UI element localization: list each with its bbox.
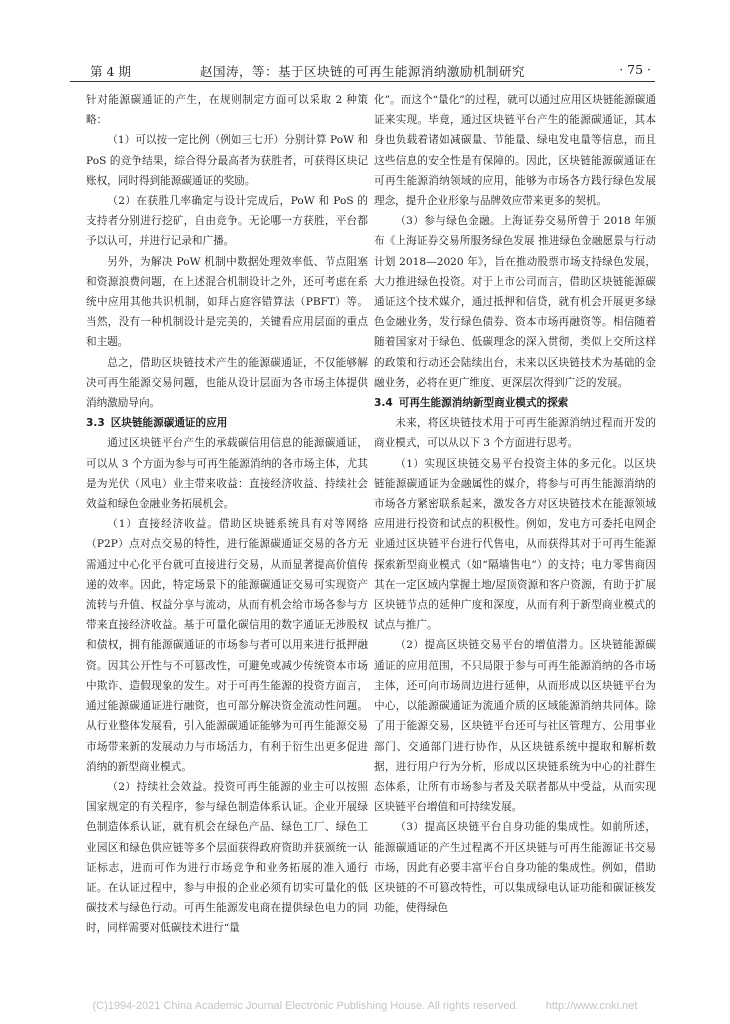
page-number: · 75 · — [619, 62, 651, 77]
section-title: 可再生能源消纳新型商业模式的探索 — [398, 397, 569, 410]
body-paragraph: 未来，将区块链技术用于可再生能源消纳过程而开发的商业模式，可以从以下 3 个方面进行思考。 — [374, 417, 656, 450]
left-column — [86, 90, 368, 939]
section-number: 3.3 — [86, 417, 105, 430]
section-title: 区块链能源碳通证的应用 — [110, 417, 228, 430]
body-paragraph: （1）直接经济收益。借助区块链系统具有对等网络（P2P）点对点交易的特性，进行能源碳通证交易的各方无需通过中心化平台就可直接进行交易，从而显著提高价值传递的效率。因此，特定场景下的能源碳通证交易可实现资产流转与升值、权益分享与流动，从而有机会给市场各参与方带来直接经济收益。基于可量化碳信用的数字通证无涉股权和债权，拥有能源碳通证的市场参与者可以用来进行抵押融资。因其公开性与不可篡改性，可避免或减少传统资本市场中欺诈、造假现象的发生。对于可再生能源的投资方面言，通过能源碳通证进行融资，也可部分解决资金流动性问题。从行业整体发展看，引入能源碳通证能够为可再生能源交易市场带来新的发展动力与市场活力，有利于衍生出更多促进消纳的新型商业模式。 — [86, 518, 368, 773]
section-heading — [86, 413, 368, 433]
body-paragraph: 总之，借助区块链技术产生的能源碳通证，不仅能够解决可再生能源交易问题，也能从设计层面为各市场主体提供消纳激励导向。 — [86, 356, 368, 410]
body-paragraph: （2）在获胜几率确定与设计完成后，PoW 和 PoS 的支持者分别进行挖矿，自由竞争。无论哪一方获胜，平台都予以认可，并进行记录和广播。 — [86, 195, 368, 248]
body-paragraph: （2）提高区块链交易平台的增值潜力。区块链能源碳通证的应用范围，不只局限于参与可再生能源消纳的各市场主体，还可向市场周边进行延伸，从而形成以区块链平台为中心，以能源碳通证为流通介质的区域能源消纳共同体。除了用于能源交易，区块链平台还可与社区管理方、公用事业部门、交通部门进行协作，从区块链系统中提取和解析数据，进行用户行为分析，形成以区块链系统为中心的社群生态体系，让所有市场参与者及关联者都从中受益，从而实现区块链平台增值和可持续发展。 — [374, 639, 656, 814]
body-paragraph: 另外，为解决 PoW 机制中数据处理效率低、节点阻塞和资源浪费问题，在上述混合机制设计之外，还可考虑在系统中应用其他共识机制，如拜占庭容错算法（PBFT）等。当然，没有一种机制设计是完美的，关键看应用层面的重点和主题。 — [86, 255, 368, 349]
body-paragraph: （3）参与绿色金融。上海证券交易所曾于 2018 年颁布《上海证券交易所服务绿色发展 推进绿色金融愿景与行动计划 2018—2020 年》，旨在推动股票市场支持绿色发展，大力推进绿色投资。对于上市公司而言，借助区块链能源碳通证这个技术媒介，通过抵押和信贷，就有机会开展更多绿色金融业务，发行绿色债券、资本市场再融资等。相信随着随着国家对于绿色、低碳理念的深入贯彻，类似上交所这样的政策和行动还会陆续出台，未来以区块链技术为基础的金融业务，必将在更广维度、更深层次得到广泛的发展。 — [374, 215, 656, 389]
section-heading — [374, 393, 656, 413]
body-paragraph: （1）可以按一定比例（例如三七开）分别计算 PoW 和 PoS 的竞争结果，综合得分最高者为获胜者，可获得区块记账权，同时得到能源碳通证的奖励。 — [86, 134, 368, 187]
running-title: 赵国涛，等：基于区块链的可再生能源消纳激励机制研究 — [199, 64, 525, 79]
issue-number: 第 4 期 — [90, 64, 131, 79]
body-paragraph: （3）提高区块链平台自身功能的集成性。如前所述，能源碳通证的产生过程离不开区块链与可再生能源证书交易市场，因此有必要丰富平台自身功能的集成性。例如，借助区块链的不可篡改特性，可以集成绿电认证功能和碳证核发功能，使得绿色 — [374, 821, 656, 915]
running-header — [70, 58, 655, 82]
right-column — [374, 90, 656, 918]
header-rule — [70, 81, 655, 82]
cnki-url: http://www.cnki.net — [545, 1000, 638, 1012]
copyright-notice: (C)1994-2021 China Academic Journal Electronic Publishing House. All rights reserved. — [92, 1000, 519, 1012]
body-paragraph: 化”。而这个“量化”的过程，就可以通过应用区块链能源碳通证来实现。毕竟，通过区块链平台产生的能源碳通证，其本身也负载着诸如减碳量、节能量、绿电发电量等信息，而且这些信息的安全性是有保障的。因此，区块链能源碳通证在可再生能源消纳领域的应用，能够为市场各方践行绿色发展理念，提升企业形象与品牌效应带来更多的契机。 — [374, 94, 656, 208]
body-paragraph: 通过区块链平台产生的承载碳信用信息的能源碳通证，可以从 3 个方面为参与可再生能源消纳的各市场主体，尤其是为光伏（风电）业主带来收益：直接经济收益、持续社会效益和绿色金融业务拓展机会。 — [86, 437, 368, 511]
watermark-footer — [0, 1000, 730, 1012]
body-paragraph: （2）持续社会效益。投资可再生能源的业主可以按照国家规定的有关程序，参与绿色制造体系认证。企业开展绿色制造体系认证，就有机会在绿色产品、绿色工厂、绿色工业园区和绿色供应链等多个层面获得政府资助并获颁统一认证标志，进而可作为进行市场竞争和业务拓展的准入通行证。在认证过程中，参与申报的企业必须有切实可量化的低碳技术与绿色行动。可再生能源发电商在提供绿色电力的同时，同样需要对低碳技术进行“量 — [86, 780, 368, 935]
body-paragraph: （1）实现区块链交易平台投资主体的多元化。以区块链能源碳通证为金融属性的媒介，将参与可再生能源消纳的市场各方紧密联系起来，激发各方对区块链技术在能源领域应用进行投资和试点的积极性。例如，发电方可委托电网企业通过区块链平台进行代售电，从而获得其对于可再生能源探索新型商业模式（如“隔墙售电”）的支持；电力零售商因其在一定区域内掌握土地/屋顶资源和客户资源，有助于扩展区块链节点的延伸广度和深度，从而有利于新型商业模式的试点与推广。 — [374, 457, 656, 632]
body-paragraph: 针对能源碳通证的产生，在规则制定方面可以采取 2 种策略： — [86, 94, 368, 127]
section-number: 3.4 — [374, 397, 393, 410]
